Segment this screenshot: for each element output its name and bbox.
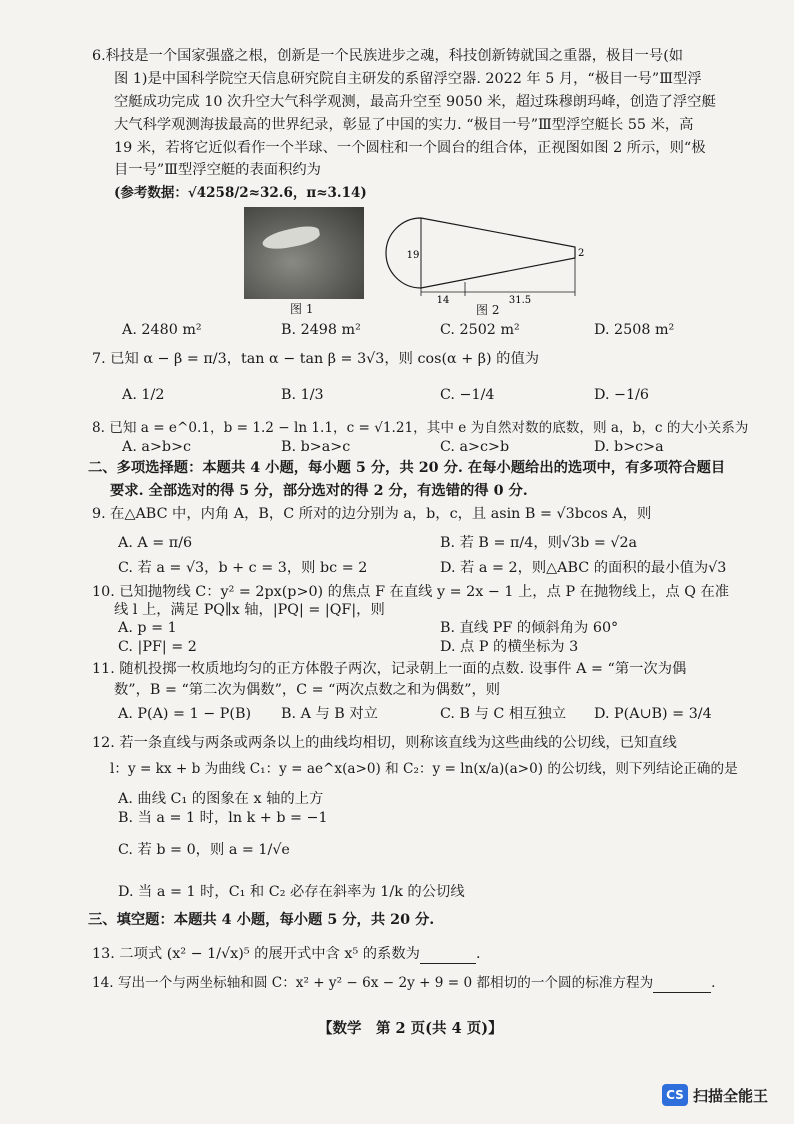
q13-end: . bbox=[475, 946, 481, 962]
q12-line-2: l：y = kx + b 为曲线 C₁：y = ae^x(a>0) 和 C₂：y = ln(x/a)(a>0) 的公切线，则下列结论正确的是 bbox=[110, 761, 738, 777]
section-3-heading: 三、填空题：本题共 4 小题，每小题 5 分，共 20 分. bbox=[88, 912, 435, 928]
q12-option-c: C. 若 b = 0，则 a = 1/√e bbox=[118, 842, 290, 858]
q9-option-d: D. 若 a = 2，则△ABC 的面积的最小值为√3 bbox=[440, 560, 727, 576]
q14-end: . bbox=[711, 975, 716, 991]
q14-stem bbox=[92, 973, 748, 993]
q6-option-d: D. 2508 m² bbox=[594, 322, 675, 338]
q12-option-b: B. 当 a = 1 时，ln k + b = −1 bbox=[118, 810, 328, 826]
q10-option-d: D. 点 P 的横坐标为 3 bbox=[440, 639, 579, 655]
q11-line-1: 11. 随机投掷一枚质地均匀的正方体骰子两次，记录朝上一面的点数. 设事件 A = “第一次为偶 bbox=[92, 661, 687, 677]
q9-option-c: C. 若 a = √3，b + c = 3，则 bc = 2 bbox=[118, 560, 368, 576]
q9-option-b: B. 若 B = π/4，则√3b = √2a bbox=[440, 535, 638, 551]
q6-line-6: 目一号”Ⅲ型浮空艇的表面积约为 bbox=[114, 162, 321, 178]
q10-option-b: B. 直线 PF 的倾斜角为 60° bbox=[440, 620, 619, 636]
q8-option-c: C. a>c>b bbox=[440, 439, 510, 455]
q6-option-a: A. 2480 m² bbox=[122, 322, 202, 338]
dimension-19: 19 bbox=[406, 250, 420, 261]
q6-line-1: 6.科技是一个国家强盛之根，创新是一个民族进步之魂，科技创新铸就国之重器，极目一号(如 bbox=[92, 48, 684, 64]
dimension-31-5: 31.5 bbox=[508, 295, 532, 304]
q10-option-c: C. |PF| = 2 bbox=[118, 639, 197, 655]
q11-option-b: B. A 与 B 对立 bbox=[281, 706, 378, 722]
q6-line-2: 图 1)是中国科学院空天信息研究院自主研发的系留浮空器. 2022 年 5 月，“极目一号”Ⅲ型浮 bbox=[114, 71, 702, 87]
q8-option-d: D. b>c>a bbox=[594, 439, 664, 455]
q6-line-3: 空艇成功完成 10 次升空大气科学观测，最高升空至 9050 米，超过珠穆朗玛峰，创造了浮空艇 bbox=[114, 94, 716, 110]
q11-option-d: D. P(A∪B) = 3/4 bbox=[594, 706, 712, 722]
q6-reference-data: (参考数据：√4258/2≈32.6，π≈3.14) bbox=[114, 185, 367, 201]
q11-line-2: 数”，B = “第二次为偶数”，C = “两次点数之和为偶数”，则 bbox=[114, 682, 501, 698]
q13-text: 13. 二项式 (x² − 1/√x)⁵ 的展开式中含 x⁵ 的系数为 bbox=[92, 946, 420, 962]
q10-line-2: 线 l 上，满足 PQ∥x 轴，|PQ| = |QF|，则 bbox=[114, 602, 385, 618]
q13-answer-blank[interactable] bbox=[420, 963, 476, 964]
q14-answer-blank[interactable] bbox=[653, 992, 711, 993]
q8-stem: 8. 已知 a = e^0.1，b = 1.2 − ln 1.1，c = √1.21，其中 e 为自然对数的底数，则 a，b，c 的大小关系为 bbox=[92, 420, 748, 436]
q6-line-4: 大气科学观测海拔最高的世界纪录，彰显了中国的实力. “极目一号”Ⅲ型浮空艇长 55 米，高 bbox=[114, 117, 694, 133]
page-footer: 【数学 第 2 页(共 4 页)】 bbox=[318, 1020, 503, 1037]
q12-option-a: A. 曲线 C₁ 的图象在 x 轴的上方 bbox=[118, 791, 324, 807]
q9-stem: 9. 在△ABC 中，内角 A，B，C 所对的边分别为 a，b，c，且 asin B = √3bcos A，则 bbox=[92, 506, 652, 522]
q14-text: 14. 写出一个与两坐标轴和圆 C：x² + y² − 6x − 2y + 9 = 0 都相切的一个圆的标准方程为 bbox=[92, 975, 654, 991]
q12-option-d: D. 当 a = 1 时，C₁ 和 C₂ 必存在斜率为 1/k 的公切线 bbox=[118, 884, 465, 900]
q7-option-a: A. 1/2 bbox=[122, 387, 165, 403]
figure-1-caption: 图 1 bbox=[290, 302, 314, 316]
scanner-logo-text: 扫描全能王 bbox=[693, 1086, 769, 1105]
q12-line-1: 12. 若一条直线与两条或两条以上的曲线均相切，则称该直线为这些曲线的公切线，已知直线 bbox=[92, 735, 677, 751]
q7-option-d: D. −1/6 bbox=[594, 387, 650, 403]
section-2-heading-line-2: 要求. 全部选对的得 5 分，部分选对的得 2 分，有选错的得 0 分. bbox=[110, 483, 528, 499]
dimension-2: 2 bbox=[578, 248, 585, 259]
q11-option-a: A. P(A) = 1 − P(B) bbox=[118, 706, 252, 722]
q7-stem: 7. 已知 α − β = π/3，tan α − tan β = 3√3，则 cos(α + β) 的值为 bbox=[92, 351, 540, 367]
section-2-heading-line-1: 二、多项选择题：本题共 4 小题，每小题 5 分，共 20 分. 在每小题给出的选项中，有多项符合题目 bbox=[88, 460, 726, 476]
q8-option-a: A. a>b>c bbox=[122, 439, 192, 455]
q13-stem bbox=[92, 944, 748, 964]
q7-option-c: C. −1/4 bbox=[440, 387, 495, 403]
dimension-14: 14 bbox=[436, 295, 450, 304]
q10-option-a: A. p = 1 bbox=[118, 620, 177, 636]
figure-2-diagram bbox=[385, 212, 595, 304]
q10-line-1: 10. 已知抛物线 C：y² = 2px(p>0) 的焦点 F 在直线 y = 2x − 1 上，点 P 在抛物线上，点 Q 在准 bbox=[92, 584, 730, 600]
airship-image bbox=[261, 223, 321, 253]
cs-logo-icon: CS bbox=[662, 1084, 688, 1106]
q9-option-a: A. A = π/6 bbox=[118, 535, 193, 551]
q8-option-b: B. b>a>c bbox=[281, 439, 351, 455]
scanner-logo bbox=[662, 1084, 768, 1106]
q6-option-b: B. 2498 m² bbox=[281, 322, 361, 338]
q11-option-c: C. B 与 C 相互独立 bbox=[440, 706, 567, 722]
figure-1-photo bbox=[244, 207, 364, 299]
q6-option-c: C. 2502 m² bbox=[440, 322, 520, 338]
figure-2-caption: 图 2 bbox=[476, 303, 500, 317]
q6-line-5: 19 米，若将它近似看作一个半球、一个圆柱和一个圆台的组合体，正视图如图 2 所示，则“极 bbox=[114, 140, 706, 156]
q7-option-b: B. 1/3 bbox=[281, 387, 324, 403]
